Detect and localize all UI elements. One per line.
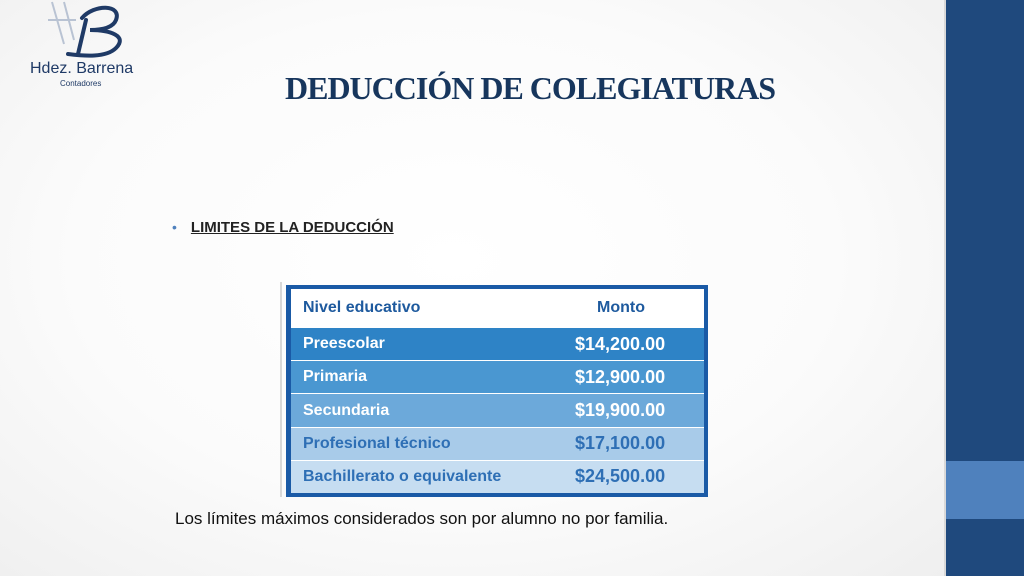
bullet-item — [172, 219, 394, 236]
row-amount: $14,200.00 — [575, 333, 666, 354]
table-row — [291, 327, 704, 360]
table-body — [291, 289, 704, 493]
row-level: Bachillerato o equivalente — [303, 467, 502, 485]
table-header-row — [291, 289, 704, 327]
deduction-limits-table — [286, 285, 708, 497]
row-amount: $12,900.00 — [575, 366, 666, 387]
logo-name: Hdez. Barrena — [30, 60, 134, 77]
header-level: Nivel educativo — [303, 299, 421, 316]
logo-hb-mark-icon — [24, 0, 140, 64]
header-amount: Monto — [597, 299, 645, 316]
footer-note: Los límites máximos considerados son por alumno no por familia. — [175, 509, 669, 528]
right-sidebar-accent — [946, 461, 1024, 519]
bullet-dot-icon: • — [172, 219, 177, 235]
table-row — [291, 393, 704, 426]
table-row — [291, 427, 704, 460]
row-level: Primaria — [303, 368, 368, 386]
logo-subtitle: Contadores — [60, 79, 102, 88]
table-row — [291, 460, 704, 493]
row-amount: $19,900.00 — [575, 400, 666, 420]
row-level: Profesional técnico — [303, 434, 451, 452]
table-row — [291, 360, 704, 393]
slide-title: DEDUCCIÓN DE COLEGIATURAS — [284, 70, 776, 106]
row-level: Secundaria — [303, 401, 390, 419]
company-logo — [24, 0, 140, 100]
row-amount: $24,500.00 — [575, 466, 666, 487]
table-shadow — [280, 282, 282, 497]
bullet-text: LIMITES DE LA DEDUCCIÓN — [190, 219, 394, 236]
row-level: Preescolar — [303, 335, 385, 353]
row-amount: $17,100.00 — [575, 433, 666, 454]
